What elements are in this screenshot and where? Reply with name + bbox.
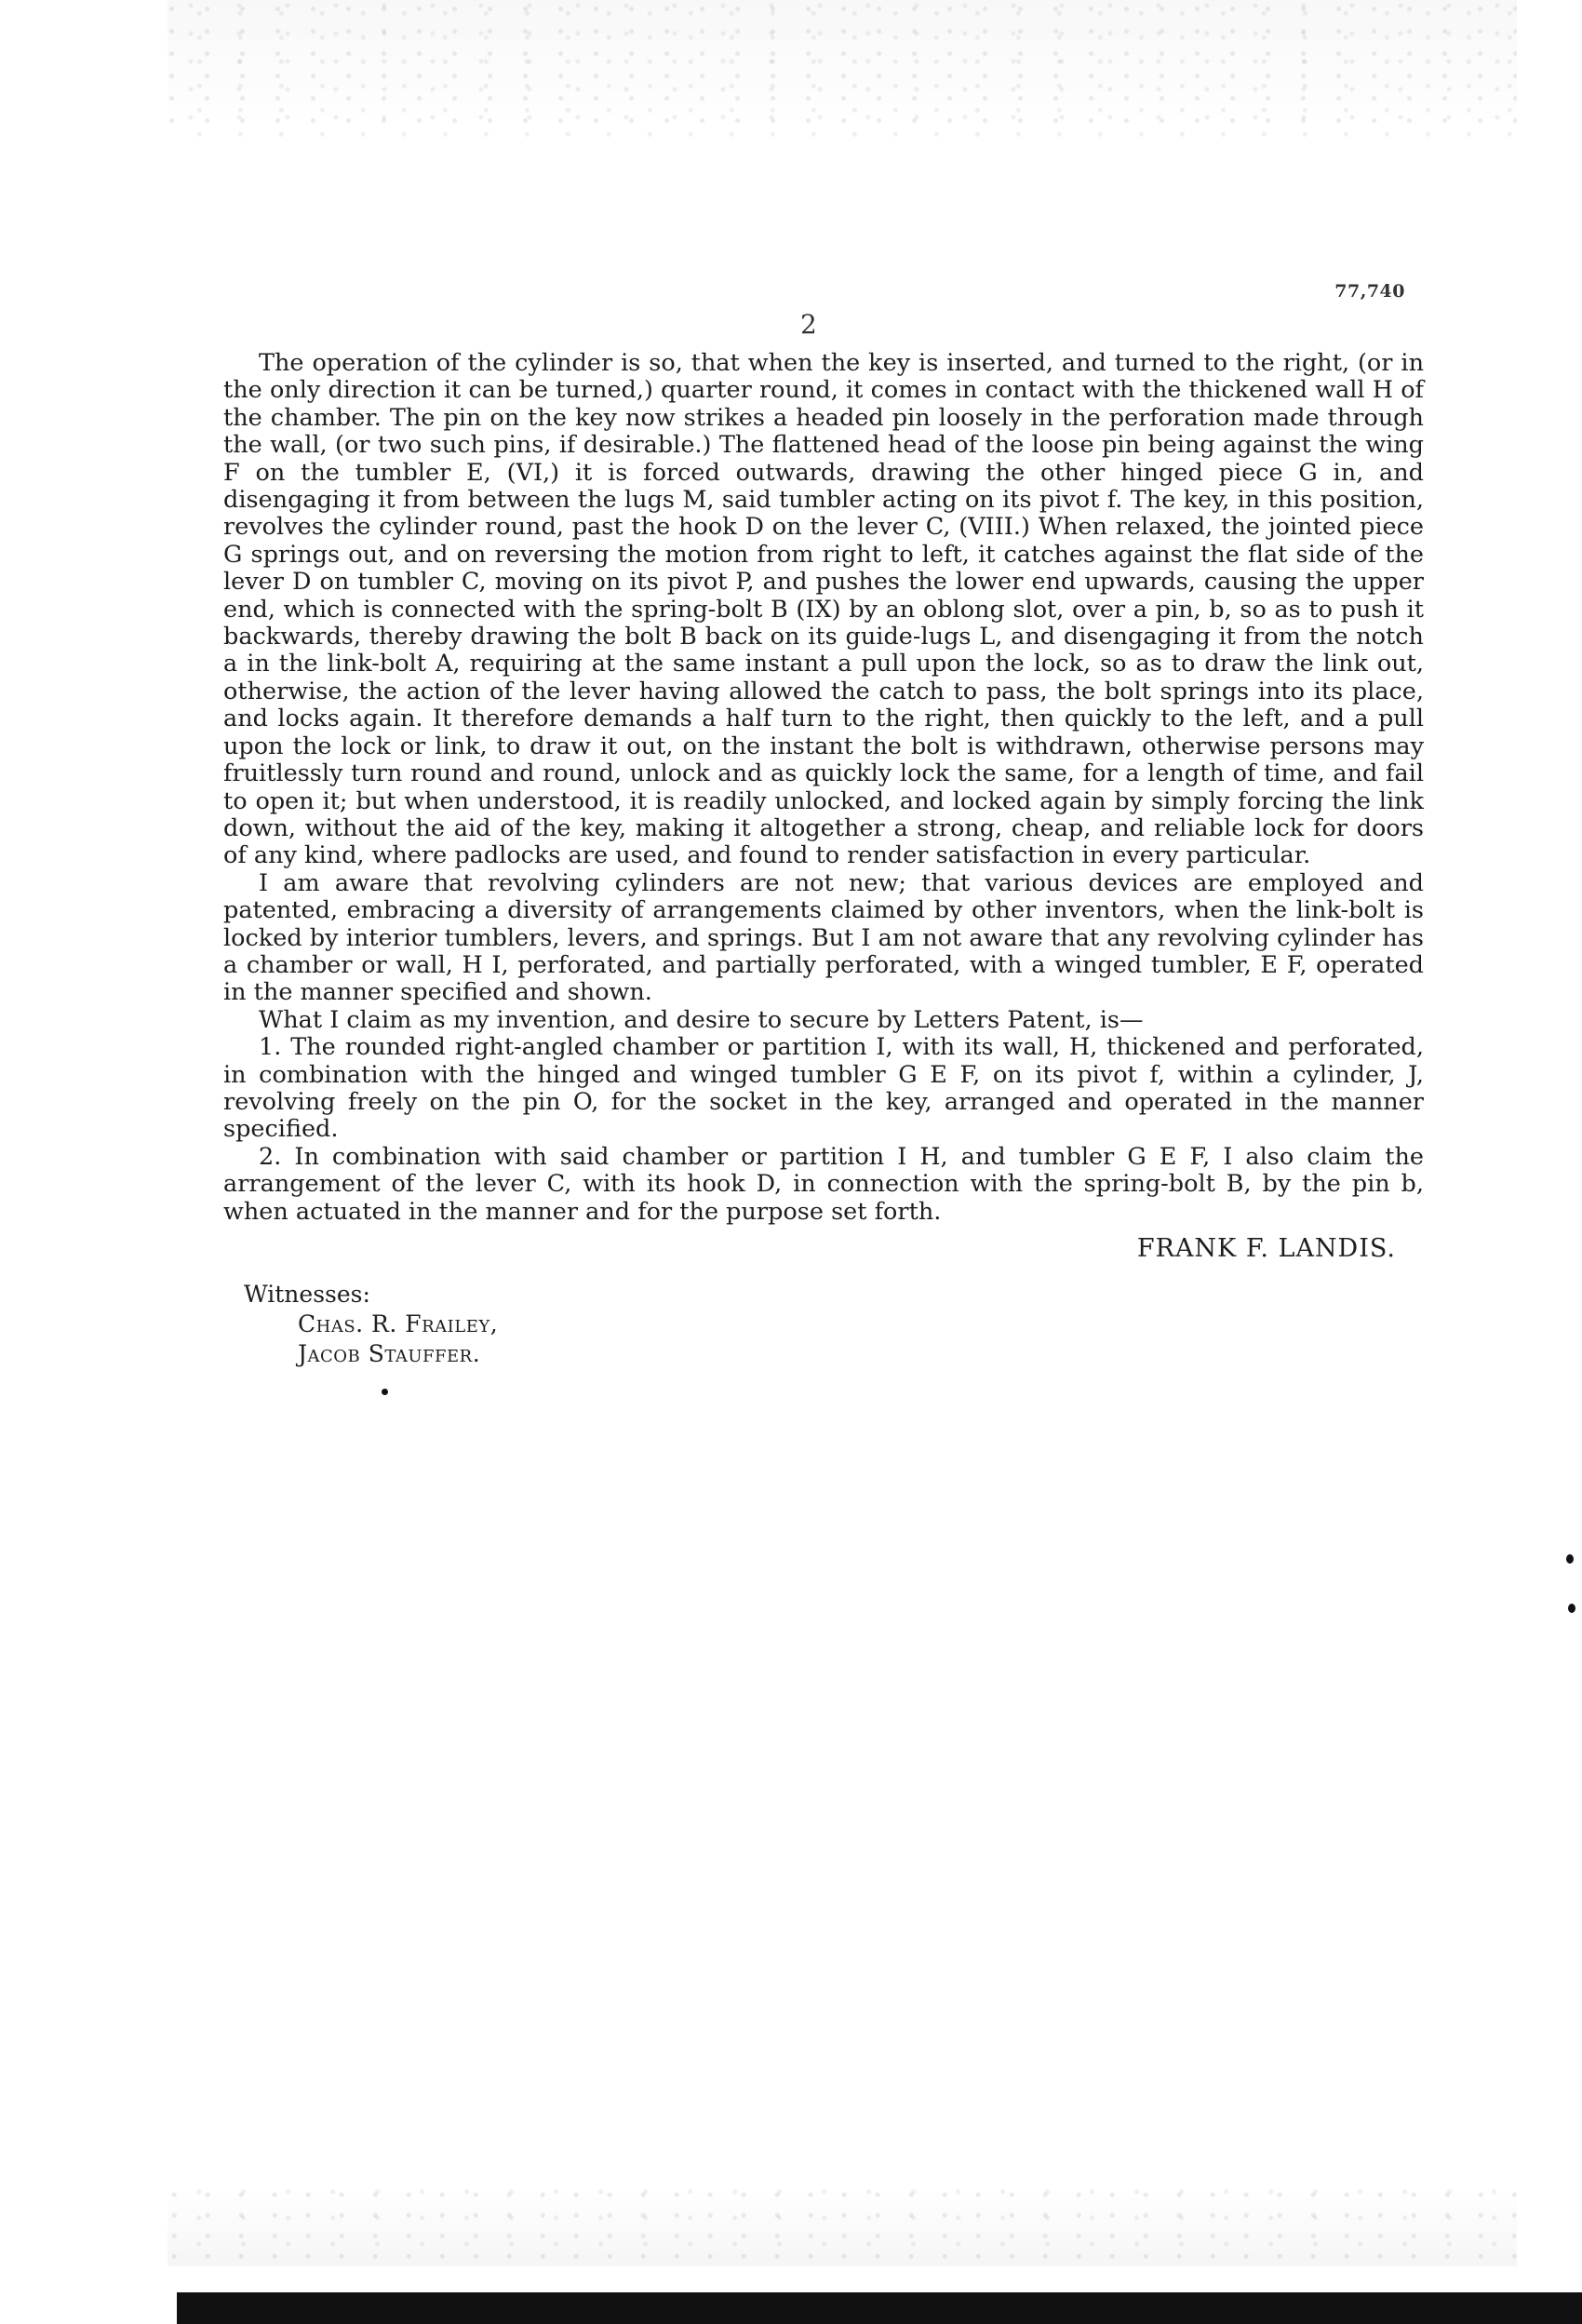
claim-2: 2. In combination with said chamber or partition I H, and tumbler G E F, I also claim the arrangement of the lever C, with its hook D, in connection with the spring-bolt B, by the pin b, when actuated in the manner and for the purpose set forth.	[223, 1142, 1424, 1226]
scan-noise-top	[168, 0, 1517, 140]
patent-number: 77,740	[1334, 281, 1405, 302]
scan-edge-band	[177, 2292, 1582, 2324]
witness-block	[223, 1280, 1424, 1369]
witnesses-label: Witnesses:	[244, 1281, 370, 1308]
scan-speck	[1568, 1604, 1575, 1613]
claim-intro: What I claim as my invention, and desire to secure by Letters Patent, is—	[259, 1005, 1144, 1034]
description-paragraph: The operation of the cylinder is so, that when the key is inserted, and turned to the right, (or in the only direction it can be turned,) quarter round, it comes in contact with the thickened wall H of the chamber. The pin on the key now strikes a headed pin loosely in the perforation made through the wall, (or two such pins, if desirable.) The flattened head of the loose pin being against the wing F on the tumbler E, (VI,) it is forced outwards, drawing the other hinged piece G in, and disengaging it from between the lugs M, said tumbler acting on its pivot f. The key, in this position, revolves the cylinder round, past the hook D on the lever C, (VIII.) When relaxed, the jointed piece G springs out, and on reversing the motion from right to left, it catches against the flat side of the lever D on tumbler C, moving on its pivot P, and pushes the lower end upwards, causing the upper end, which is connected with the spring-bolt B (IX) by an oblong slot, over a pin, b, so as to push it backwards, thereby drawing the bolt B back on its guide-lugs L, and disengaging it from the notch a in the link-bolt A, requiring at the same instant a pull upon the lock, so as to draw the link out, otherwise, the action of the lever having allowed the catch to pass, the bolt springs into its place, and locks again. It therefore demands a half turn to the right, then quickly to the left, and a pull upon the lock or link, to draw it out, on the instant the bolt is withdrawn, otherwise persons may fruitlessly turn round and round, unlock and as quickly lock the same, for a length of time, and fail to open it; but when understood, it is readily unlocked, and locked again by simply forcing the link down, without the aid of the key, making it altogether a strong, cheap, and reliable lock for doors of any kind, where padlocks are used, and found to render satisfaction in every particular.	[223, 349, 1424, 870]
scan-noise-bottom	[168, 2183, 1517, 2266]
witness-name: Chas. R. Frailey,	[298, 1310, 499, 1337]
scan-speck	[1566, 1554, 1574, 1564]
description-paragraph: I am aware that revolving cylinders are not new; that various devices are employed and patented, embracing a diversity of arrangements claimed by other inventors, when the link-bolt is locked by interior tumblers, levers, and springs. But I am not aware that any revolving cylinder has a chamber or wall, H I, perforated, and partially perforated, with a winged tumbler, E F, operated in the manner specified and shown.	[223, 868, 1424, 1007]
witness-name: Jacob Stauffer.	[298, 1340, 481, 1367]
claim-1: 1. The rounded right-angled chamber or partition I, with its wall, H, thickened and perforated, in combination with the hinged and winged tumbler G E F, on its pivot f, within a cylinder, J, revolving freely on the pin O, for the socket in the key, arranged and operated in the manner specified.	[223, 1033, 1424, 1144]
page-number: 2	[800, 309, 817, 340]
patent-body	[223, 350, 1424, 1369]
scan-speck	[382, 1389, 388, 1395]
signature-row	[223, 1226, 1424, 1280]
inventor-signature: FRANK F. LANDIS.	[1136, 1234, 1396, 1263]
